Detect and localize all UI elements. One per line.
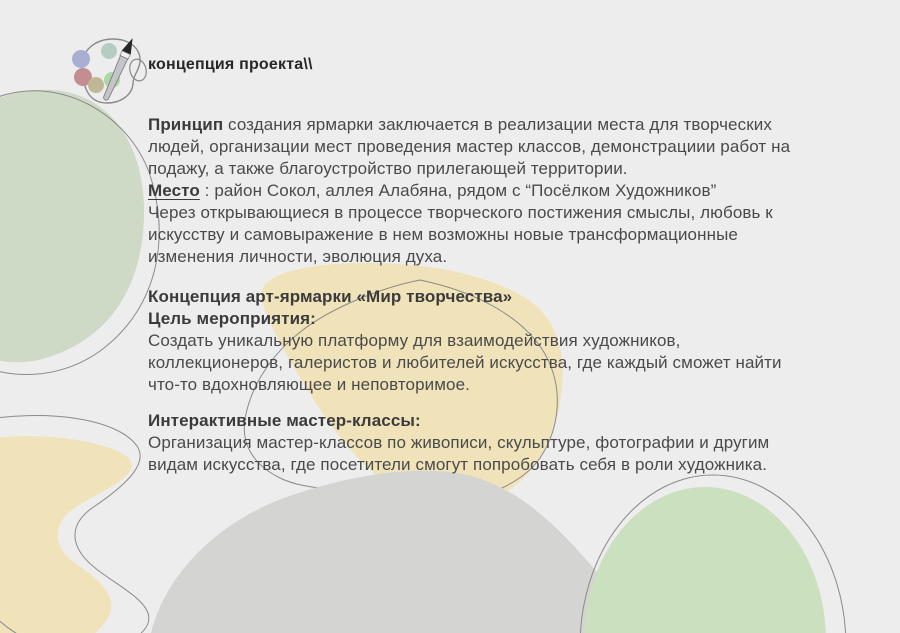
text-line: подажу, а также благоустройство прилегающей территории. <box>148 159 628 178</box>
gray-blob-bottom <box>148 471 662 633</box>
slide-text-content <box>148 114 848 476</box>
text-line <box>148 286 848 308</box>
workshops-paragraph <box>148 410 848 476</box>
principle-lead: Принцип <box>148 115 224 134</box>
text-line: коллекционеров, галеристов и любителей искусства, где каждый сможет найти <box>148 353 782 372</box>
workshops-heading: Интерактивные мастер-классы: <box>148 411 421 430</box>
text-line: что-то вдохновляющее и неповторимое. <box>148 375 470 394</box>
text-line: Создать уникальную платформу для взаимодействия художников, <box>148 331 681 350</box>
text-line-rest: создания ярмарки заключается в реализации места для творческих <box>223 115 772 134</box>
text-line: изменения личности, эволюция духа. <box>148 247 448 266</box>
text-line: видам искусства, где посетители смогут попробовать себя в роли художника. <box>148 455 768 474</box>
page-title: концепция проекта\\ <box>148 56 313 73</box>
text-line-rest: : район Сокол, аллея Алабяна, рядом с “Посёлком Художников” <box>199 181 717 200</box>
text-line <box>148 180 848 202</box>
concept-heading: Концепция арт-ярмарки «Мир творчества» <box>148 287 513 306</box>
palette-with-brush-icon <box>60 25 155 110</box>
olive-paint-dot <box>88 77 104 93</box>
text-line <box>148 410 848 432</box>
text-line <box>148 308 848 330</box>
teal-paint-dot <box>101 43 117 59</box>
yellow-blob-bottom-left <box>0 436 132 633</box>
text-line: искусству и самовыражение в нем возможны новые трансформационные <box>148 225 738 244</box>
periwinkle-paint-dot <box>72 50 90 68</box>
text-line <box>148 114 848 136</box>
place-lead: Место <box>148 181 200 200</box>
green-circle-bottom-right <box>584 487 826 633</box>
principle-paragraph <box>148 114 848 268</box>
slide-header <box>0 0 900 110</box>
concept-paragraph <box>148 286 848 396</box>
text-line: Через открывающиеся в процессе творческого постижения смыслы, любовь к <box>148 203 773 222</box>
text-line: людей, организации мест проведения мастер классов, демонстрациии работ на <box>148 137 791 156</box>
goal-heading: Цель мероприятия: <box>148 309 316 328</box>
text-line: Организация мастер-классов по живописи, скульптуре, фотографии и другим <box>148 433 770 452</box>
